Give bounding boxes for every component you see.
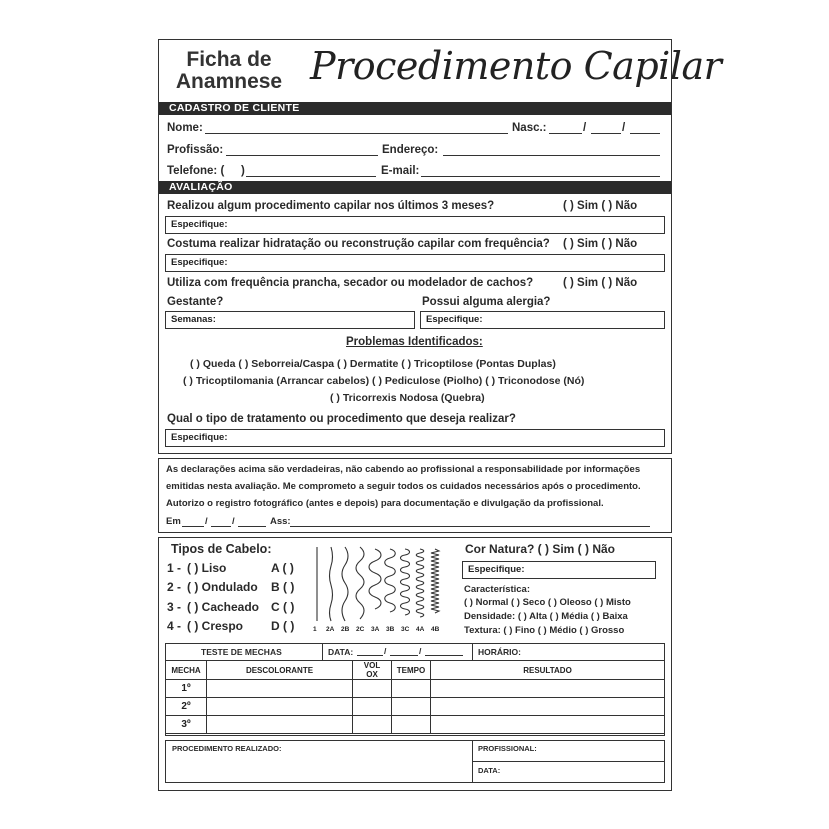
mecha-3-vol[interactable] <box>353 716 392 734</box>
col-tempo: TEMPO <box>392 661 431 680</box>
telefone-label: Telefone: ( <box>167 165 225 177</box>
curve-3a <box>369 549 381 609</box>
mecha-1-vol[interactable] <box>353 680 392 698</box>
q1-options[interactable]: ( ) Sim ( ) Não <box>563 200 638 212</box>
col-mecha: MECHA <box>166 661 207 680</box>
ass-label: Ass: <box>270 516 291 527</box>
curve-2b <box>342 547 348 621</box>
tipo-3-letter[interactable]: C ( ) <box>271 600 295 614</box>
table-header-row <box>166 661 665 680</box>
alergia-especifique-field[interactable]: Especifique: <box>420 311 665 329</box>
curve-label-1: 1 <box>313 626 317 633</box>
col-vol-ox: VOL OX <box>353 661 392 680</box>
curve-label-4b: 4B <box>431 626 440 633</box>
tipo-3-num: 3 - <box>167 600 182 614</box>
q3-options[interactable]: ( ) Sim ( ) Não <box>563 277 638 289</box>
curve-4a <box>416 549 424 617</box>
form-title-line2: Anamnese <box>175 70 283 93</box>
col-descolorante: DESCOLORANTE <box>207 661 353 680</box>
em-label: Em <box>166 516 181 527</box>
tipo-4-label[interactable]: ( ) Crespo <box>187 619 244 633</box>
profissional-divider-h <box>472 761 665 762</box>
caracteristica-options[interactable]: ( ) Normal ( ) Seco ( ) Oleoso ( ) Misto <box>464 597 631 608</box>
problemas-line3[interactable]: ( ) Tricorrexis Nodosa (Quebra) <box>330 392 485 404</box>
nasc-sep2: / <box>622 122 626 134</box>
mecha-2-tempo[interactable] <box>392 698 431 716</box>
profissional-label[interactable]: PROFISSIONAL: <box>478 744 537 753</box>
cadastro-bar: CADASTRO DE CLIENTE <box>159 102 671 115</box>
mecha-1-descolorante[interactable] <box>207 680 353 698</box>
q3-text: Utiliza com frequência prancha, secador ou modelador de cachos? <box>167 277 534 289</box>
email-label: E-mail: <box>381 165 420 177</box>
q2-text: Costuma realizar hidratação ou reconstrução capilar com frequência? <box>167 238 550 250</box>
tipo-1-letter[interactable]: A ( ) <box>271 561 294 575</box>
mecha-3-descolorante[interactable] <box>207 716 353 734</box>
teste-title-divider <box>322 643 323 660</box>
q2-especifique-field[interactable]: Especifique: <box>165 254 665 272</box>
telefone-line[interactable] <box>246 176 376 177</box>
q2-options[interactable]: ( ) Sim ( ) Não <box>563 238 638 250</box>
avaliacao-bar: AVALIAÇÃO <box>159 181 671 194</box>
endereco-line[interactable] <box>443 155 660 156</box>
teste-data-sep2: / <box>419 646 422 656</box>
declaracao-line2: emitidas nesta avaliação. Me comprometo a seguir todos os cuidados necessários após o procedimento. <box>166 481 641 492</box>
teste-data-sep1: / <box>384 646 387 656</box>
endereco-label: Endereço: <box>382 144 439 156</box>
curve-4b <box>431 549 439 613</box>
textura-options[interactable]: Textura: ( ) Fino ( ) Médio ( ) Grosso <box>464 625 625 636</box>
nasc-year-line[interactable] <box>630 133 660 134</box>
horario-divider <box>472 643 473 660</box>
curve-label-3c: 3C <box>401 626 410 633</box>
teste-data-label: DATA: <box>328 647 354 657</box>
q4-especifique-field[interactable]: Especifique: <box>165 429 665 447</box>
tipo-4-letter[interactable]: D ( ) <box>271 619 295 633</box>
problemas-title: Problemas Identificados: <box>346 336 483 348</box>
tipo-2-label[interactable]: ( ) Ondulado <box>187 580 258 594</box>
nasc-label: Nasc.: <box>512 122 547 134</box>
em-year-line[interactable] <box>238 526 266 527</box>
cor-especifique-field[interactable]: Especifique: <box>462 561 656 579</box>
nasc-sep1: / <box>583 122 587 134</box>
curve-3c <box>401 549 410 615</box>
semanas-field[interactable]: Semanas: <box>165 311 415 329</box>
q4-text: Qual o tipo de tratamento ou procedimento que deseja realizar? <box>167 413 516 425</box>
horario-label: HORÁRIO: <box>478 647 521 657</box>
curve-label-2c: 2C <box>356 626 365 633</box>
declaracao-line1: As declarações acima são verdadeiras, não cabendo ao profissional a responsabilidade por informações <box>166 464 641 475</box>
q1-text: Realizou algum procedimento capilar nos últimos 3 meses? <box>167 200 495 212</box>
mecha-3-label: 3º <box>166 716 207 734</box>
tipo-2-letter[interactable]: B ( ) <box>271 580 295 594</box>
script-title: Procedimento Capilar <box>310 44 722 88</box>
profissao-label: Profissão: <box>167 144 224 156</box>
teste-data-day[interactable] <box>357 655 383 656</box>
mecha-1-resultado[interactable] <box>431 680 665 698</box>
nome-label: Nome: <box>167 122 203 134</box>
cor-natural-question[interactable]: Cor Natura? ( ) Sim ( ) Não <box>465 542 616 556</box>
tipo-4-num: 4 - <box>167 619 182 633</box>
curve-label-3a: 3A <box>371 626 380 633</box>
table-row <box>166 680 665 698</box>
mecha-3-resultado[interactable] <box>431 716 665 734</box>
declaracao-line3: Autorizo o registro fotográfico (antes e depois) para documentação e divulgação da profissional. <box>166 498 604 509</box>
profissao-line[interactable] <box>226 155 378 156</box>
curve-2a <box>330 547 333 621</box>
alergia-label: Possui alguma alergia? <box>422 296 551 308</box>
mecha-1-label: 1º <box>166 680 207 698</box>
em-sep1: / <box>205 516 208 527</box>
problemas-line2[interactable]: ( ) Tricoptilomania (Arrancar cabelos) ( ) Pediculose (Piolho) ( ) Triconodose (Nó) <box>183 375 585 387</box>
table-row <box>166 698 665 716</box>
tipo-3-label[interactable]: ( ) Cacheado <box>187 600 260 614</box>
em-sep2: / <box>232 516 235 527</box>
curve-label-2a: 2A <box>326 626 335 633</box>
q1-especifique-field[interactable]: Especifique: <box>165 216 665 234</box>
form-title <box>160 49 298 93</box>
hair-curves-illustration <box>308 545 448 625</box>
curve-label-3b: 3B <box>386 626 395 633</box>
gestante-label: Gestante? <box>167 296 224 308</box>
table-row <box>166 716 665 734</box>
caracteristica-label: Característica: <box>464 584 531 595</box>
mecha-3-tempo[interactable] <box>392 716 431 734</box>
tipo-1-label[interactable]: ( ) Liso <box>187 561 227 575</box>
col-resultado: RESULTADO <box>431 661 665 680</box>
curve-3b <box>385 549 396 612</box>
final-data-label[interactable]: DATA: <box>478 766 501 775</box>
mecha-1-tempo[interactable] <box>392 680 431 698</box>
nome-line[interactable] <box>205 133 508 134</box>
procedimento-label[interactable]: PROCEDIMENTO REALIZADO: <box>172 744 282 753</box>
problemas-line1[interactable]: ( ) Queda ( ) Seborreia/Caspa ( ) Dermatite ( ) Tricoptilose (Pontas Duplas) <box>190 358 556 370</box>
mecha-2-descolorante[interactable] <box>207 698 353 716</box>
curve-label-4a: 4A <box>416 626 425 633</box>
mecha-2-resultado[interactable] <box>431 698 665 716</box>
teste-data-month[interactable] <box>390 655 418 656</box>
nasc-day-line[interactable] <box>549 133 582 134</box>
email-line[interactable] <box>421 176 660 177</box>
nasc-month-line[interactable] <box>591 133 621 134</box>
em-day-line[interactable] <box>182 526 204 527</box>
form-title-line1: Ficha de <box>186 48 272 71</box>
mecha-2-vol[interactable] <box>353 698 392 716</box>
tipos-cabelo-title: Tipos de Cabelo: <box>171 542 272 556</box>
ass-line[interactable] <box>290 526 650 527</box>
em-month-line[interactable] <box>211 526 231 527</box>
curve-2c <box>356 547 364 619</box>
mecha-2-label: 2º <box>166 698 207 716</box>
teste-mechas-table <box>165 660 665 734</box>
tipo-1-num: 1 - <box>167 561 182 575</box>
teste-data-year[interactable] <box>425 655 463 656</box>
curve-label-2b: 2B <box>341 626 350 633</box>
densidade-options[interactable]: Densidade: ( ) Alta ( ) Média ( ) Baixa <box>464 611 628 622</box>
tipo-2-num: 2 - <box>167 580 182 594</box>
telefone-close: ) <box>241 165 245 177</box>
teste-mechas-title: TESTE DE MECHAS <box>201 647 282 657</box>
